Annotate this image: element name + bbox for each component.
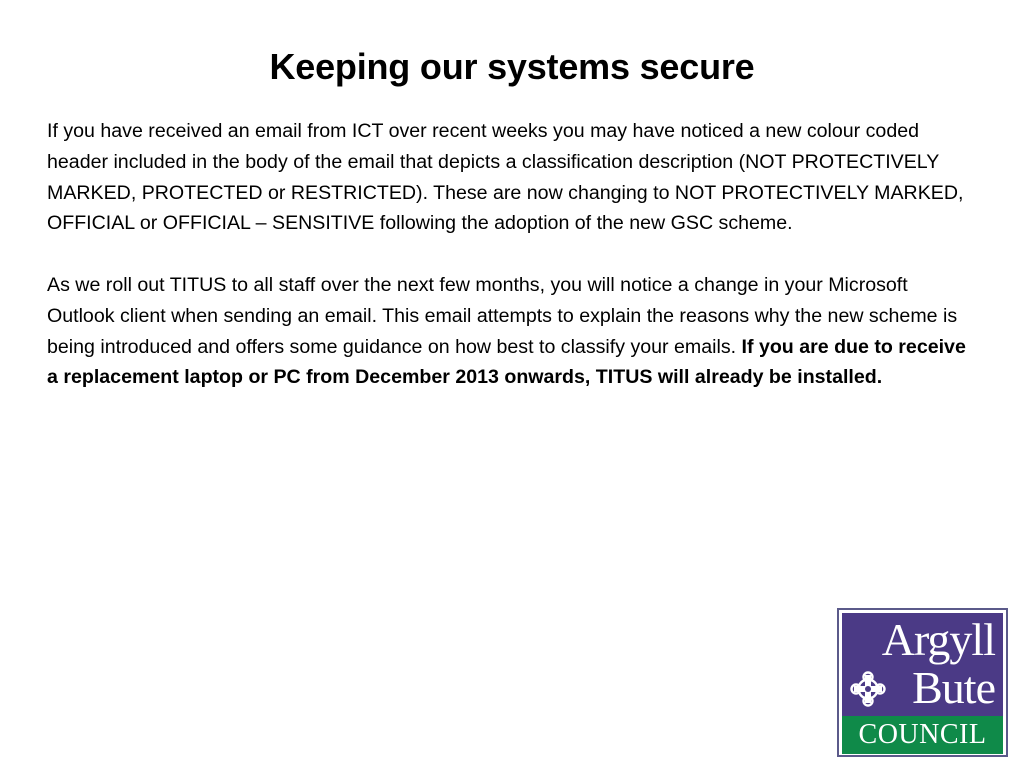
logo-text-bute: Bute xyxy=(912,662,995,713)
argyll-bute-council-logo xyxy=(837,608,1008,757)
celtic-cross-icon xyxy=(850,671,886,707)
slide-body xyxy=(47,116,972,393)
paragraph-titus-rollout xyxy=(47,270,972,393)
paragraph-classification-change: If you have received an email from ICT over recent weeks you may have noticed a new colour coded header included in the body of the email that depicts a classification description (NOT PROTECTIVELY MARKED, PROTECTED or RESTRICTED). These are now changing to NOT PROTECTIVELY MARKED, OFFICIAL or OFFICIAL – SENSITIVE following the adoption of the new GSC scheme. xyxy=(47,120,964,235)
logo-text-council: COUNCIL xyxy=(858,719,987,750)
paragraph-titus-rollout-text: As we roll out TITUS to all staff over the next few months, you will notice a change in your Microsoft Outlook client when sending an email. This email attempts to explain the reasons why the new scheme is being introduced and offers some guidance on how best to classify your emails. xyxy=(47,273,958,358)
paragraph-titus-rollout-bold-text: If you are due to receive a replacement laptop or PC from December 2013 onwards, TITUS will already be installed. xyxy=(47,335,966,389)
logo-text-argyll: Argyll xyxy=(881,614,995,665)
logo-inner xyxy=(842,613,1003,752)
slide-title: Keeping our systems secure xyxy=(269,46,755,87)
